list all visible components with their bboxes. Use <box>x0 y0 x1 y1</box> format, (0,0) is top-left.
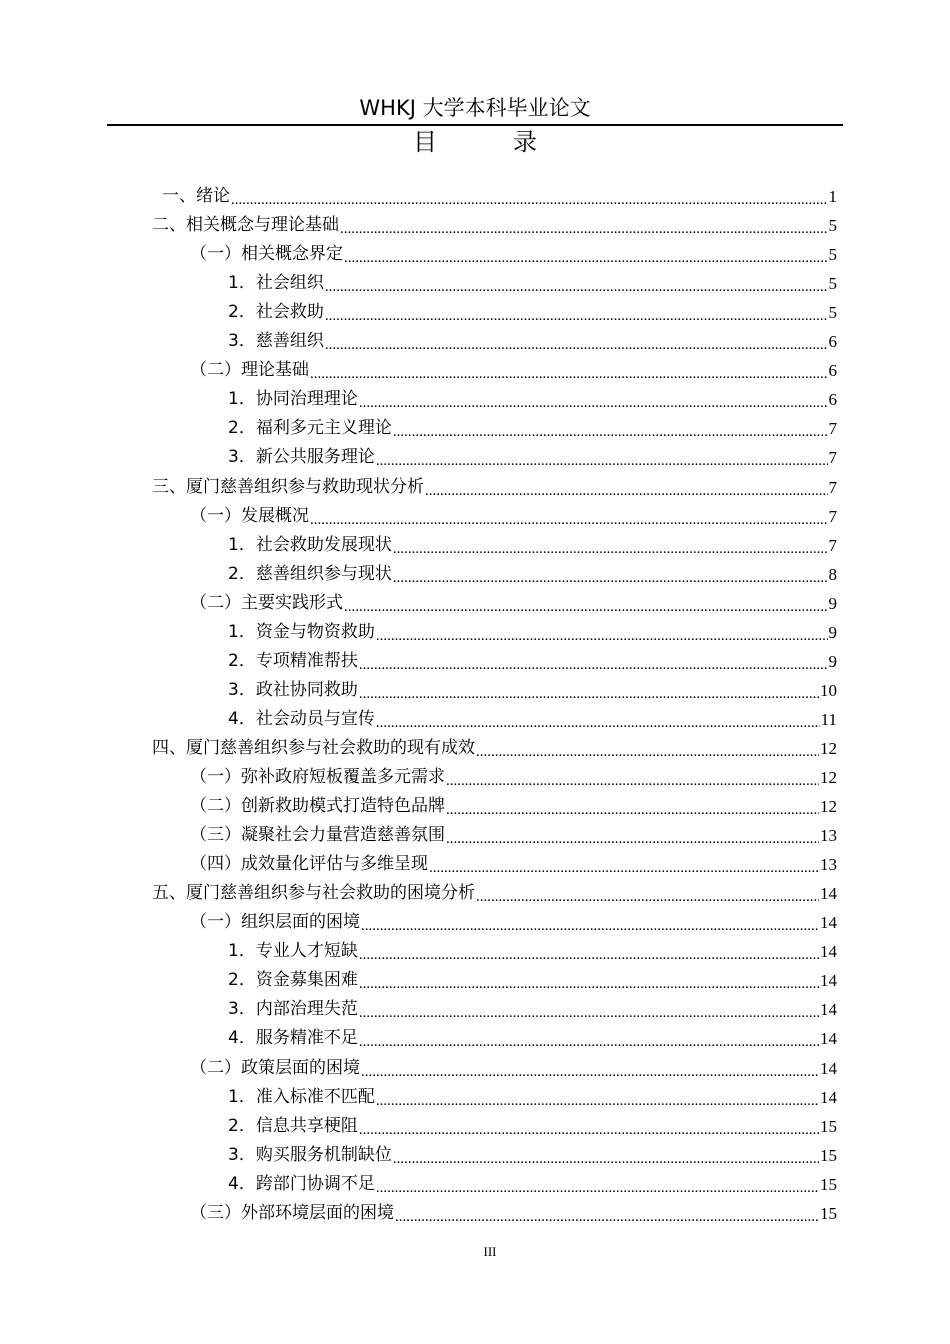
toc-dot-leader <box>231 189 828 211</box>
toc-dot-leader <box>359 1002 819 1024</box>
toc-entry-label: 3．政社协同救助 <box>228 679 358 700</box>
toc-entry-page: 5 <box>828 245 837 265</box>
toc-entry-page: 15 <box>820 1174 837 1194</box>
toc-entry[interactable] <box>228 1024 837 1053</box>
toc-entry-label: （三）外部环境层面的困境 <box>190 1202 394 1223</box>
toc-dot-leader <box>325 276 828 298</box>
toc-entry[interactable] <box>152 734 837 763</box>
toc-entry-page: 12 <box>820 738 837 758</box>
toc-entry[interactable] <box>152 879 837 908</box>
toc-dot-leader <box>310 363 828 385</box>
toc-entry-page: 13 <box>820 855 837 875</box>
toc-entry-label: （二）政策层面的困境 <box>190 1057 360 1078</box>
toc-entry-label: 三、厦门慈善组织参与救助现状分析 <box>152 476 424 497</box>
toc-entry-label: 四、厦门慈善组织参与社会救助的现有成效 <box>152 737 475 758</box>
toc-entry-page: 5 <box>828 274 837 294</box>
toc-entry-label: 1．社会救助发展现状 <box>228 534 392 555</box>
toc-entry-page: 14 <box>820 1029 837 1049</box>
toc-dot-leader <box>359 654 828 676</box>
toc-entry[interactable] <box>228 443 837 472</box>
toc-entry-label: （二）创新救助模式打造特色品牌 <box>190 796 445 817</box>
toc-entry[interactable] <box>228 1170 837 1199</box>
toc-entry-label: 2．信息共享梗阻 <box>228 1115 358 1136</box>
toc-dot-leader <box>395 1206 819 1228</box>
toc-entry[interactable] <box>228 937 837 966</box>
toc-entry[interactable] <box>190 356 837 385</box>
toc-entry[interactable] <box>190 589 837 618</box>
toc-entry[interactable] <box>228 1083 837 1112</box>
toc-dot-leader <box>429 857 819 879</box>
toc-entry[interactable] <box>228 995 837 1024</box>
toc-entry-label: （一）组织层面的困境 <box>190 912 360 933</box>
toc-entry-label: 1．资金与物资救助 <box>228 621 375 642</box>
toc-entry-label: （一）弥补政府短板覆盖多元需求 <box>190 767 445 787</box>
toc-entry-label: 2．福利多元主义理论 <box>228 418 392 439</box>
toc-entry-label: 2．社会救助 <box>228 302 324 323</box>
toc-entry-page: 5 <box>828 303 837 323</box>
toc-entry-label: 二、相关概念与理论基础 <box>152 215 339 236</box>
toc-dot-leader <box>359 944 819 966</box>
toc-dot-leader <box>359 392 828 414</box>
toc-dot-leader <box>376 1177 819 1199</box>
toc-title: 目 录 <box>413 128 563 156</box>
toc-dot-leader <box>376 625 828 647</box>
toc-entry[interactable] <box>228 618 837 647</box>
toc-entry[interactable] <box>228 676 837 705</box>
toc-dot-leader <box>446 828 819 850</box>
toc-dot-leader <box>359 683 819 705</box>
toc-entry[interactable] <box>152 473 837 502</box>
toc-entry-label: 3．内部治理失范 <box>228 999 358 1020</box>
toc-dot-leader <box>361 1061 819 1083</box>
toc-entry-label: 1．准入标准不匹配 <box>228 1086 375 1107</box>
toc-dot-leader <box>393 421 828 443</box>
toc-dot-leader <box>359 973 819 995</box>
toc-dot-leader <box>446 799 819 821</box>
toc-entry-page: 12 <box>820 768 837 787</box>
toc-entry-page: 14 <box>820 942 837 962</box>
toc-entry-label: 2．专项精准帮扶 <box>228 650 358 671</box>
toc-dot-leader <box>393 1148 819 1170</box>
toc-entry[interactable] <box>190 1054 837 1083</box>
toc-entry-page: 9 <box>828 622 837 642</box>
toc-dot-leader <box>476 886 819 908</box>
toc-entry-page: 14 <box>820 1000 837 1020</box>
toc-entry-label: 4．跨部门协调不足 <box>228 1173 375 1194</box>
toc-dot-leader <box>359 1031 819 1053</box>
toc-dot-leader <box>325 305 828 327</box>
toc-entry-page: 14 <box>820 1087 837 1107</box>
toc-dot-leader <box>340 218 828 240</box>
toc-dot-leader <box>376 1090 819 1112</box>
toc-entry[interactable] <box>190 821 837 850</box>
toc-dot-leader <box>446 770 819 792</box>
toc-entry[interactable] <box>162 182 837 211</box>
toc-entry-page: 8 <box>828 564 837 584</box>
toc-entry[interactable] <box>228 705 837 734</box>
toc-entry-label: 4．社会动员与宣传 <box>228 708 375 729</box>
toc-entry[interactable] <box>228 269 837 298</box>
toc-entry-label: 3．购买服务机制缺位 <box>228 1144 392 1165</box>
toc-entry-label: 1．社会组织 <box>228 273 324 294</box>
toc-entry[interactable] <box>228 327 837 356</box>
toc-entry-page: 9 <box>828 651 837 671</box>
toc-entry-label: （一）发展概况 <box>190 505 309 526</box>
toc-entry-label: （一）相关概念界定 <box>190 244 343 265</box>
toc-entry[interactable] <box>228 966 837 995</box>
toc-entry-page: 7 <box>828 419 837 439</box>
toc-dot-leader <box>425 480 828 502</box>
toc-dot-leader <box>393 567 828 589</box>
toc-dot-leader <box>376 712 820 734</box>
toc-entry[interactable] <box>228 531 837 560</box>
toc-entry[interactable] <box>190 908 837 937</box>
toc-entry-page: 7 <box>828 535 837 555</box>
toc-entry-label: （二）理论基础 <box>190 360 309 381</box>
toc-entry[interactable] <box>228 1112 837 1141</box>
toc-dot-leader <box>361 915 819 937</box>
toc-entry-page: 7 <box>828 506 837 526</box>
toc-entry-page: 15 <box>820 1116 837 1136</box>
toc-entry[interactable] <box>152 211 837 240</box>
toc-entry[interactable] <box>190 763 837 792</box>
toc-entry-label: 3．慈善组织 <box>228 331 324 352</box>
toc-entry-page: 14 <box>820 884 837 904</box>
toc-entry-page: 15 <box>820 1145 837 1165</box>
toc-entry-page: 14 <box>820 913 837 933</box>
toc-entry-page: 15 <box>820 1203 837 1223</box>
toc-entry-label: 2．慈善组织参与现状 <box>228 563 392 584</box>
toc-dot-leader <box>476 741 819 763</box>
toc-entry-label: 1．专业人才短缺 <box>228 941 358 962</box>
toc-entry-label: 五、厦门慈善组织参与社会救助的困境分析 <box>152 883 475 904</box>
toc-entry-page: 7 <box>828 477 837 497</box>
toc-entry-page: 11 <box>820 709 837 729</box>
toc-entry-label: 4．服务精准不足 <box>228 1028 358 1049</box>
toc-entry-label: （四）成效量化评估与多维呈现 <box>190 854 428 875</box>
toc-entry-label: 一、绪论 <box>162 186 230 206</box>
toc-entry[interactable] <box>228 1141 837 1170</box>
running-header-title: WHKJ 大学本科毕业论文 <box>359 96 591 120</box>
toc-dot-leader <box>393 538 828 560</box>
toc-entry[interactable] <box>190 850 837 879</box>
toc-entry-page: 6 <box>828 361 837 381</box>
toc-entry-page: 12 <box>820 797 837 817</box>
toc-entry-page: 14 <box>820 1058 837 1078</box>
toc-entry[interactable] <box>190 1199 837 1228</box>
toc-entry-page: 6 <box>828 332 837 352</box>
toc-entry[interactable] <box>228 414 837 443</box>
toc-entry-page: 10 <box>820 680 837 700</box>
toc-entry-label: （二）主要实践形式 <box>190 592 343 613</box>
toc-dot-leader <box>376 450 828 472</box>
toc-entry-label: 2．资金募集困难 <box>228 970 358 991</box>
toc-dot-leader <box>325 334 828 356</box>
toc-entry[interactable] <box>228 298 837 327</box>
toc-entry[interactable] <box>190 792 837 821</box>
toc-entry-page: 9 <box>828 593 837 613</box>
toc-entry[interactable] <box>190 502 837 531</box>
toc-entry-page: 7 <box>828 448 837 468</box>
toc-entry-page: 1 <box>828 187 837 206</box>
toc-entry-label: 3．新公共服务理论 <box>228 447 375 468</box>
toc-entry-page: 14 <box>820 971 837 991</box>
toc-entry[interactable] <box>228 385 837 414</box>
footer-page-number: III <box>483 1244 497 1259</box>
toc-dot-leader <box>359 1119 819 1141</box>
toc-entry[interactable] <box>190 240 837 269</box>
toc-entry-page: 13 <box>820 826 837 846</box>
toc-entry-label: 1．协同治理理论 <box>228 389 358 410</box>
toc-entry[interactable] <box>228 560 837 589</box>
toc-dot-leader <box>344 596 828 618</box>
toc-entry-page: 6 <box>828 390 837 410</box>
toc-entry[interactable] <box>228 647 837 676</box>
toc-dot-leader <box>310 509 828 531</box>
toc-entry-label: （三）凝聚社会力量营造慈善氛围 <box>190 825 445 846</box>
toc-dot-leader <box>344 247 828 269</box>
toc-entry-page: 5 <box>828 216 837 236</box>
